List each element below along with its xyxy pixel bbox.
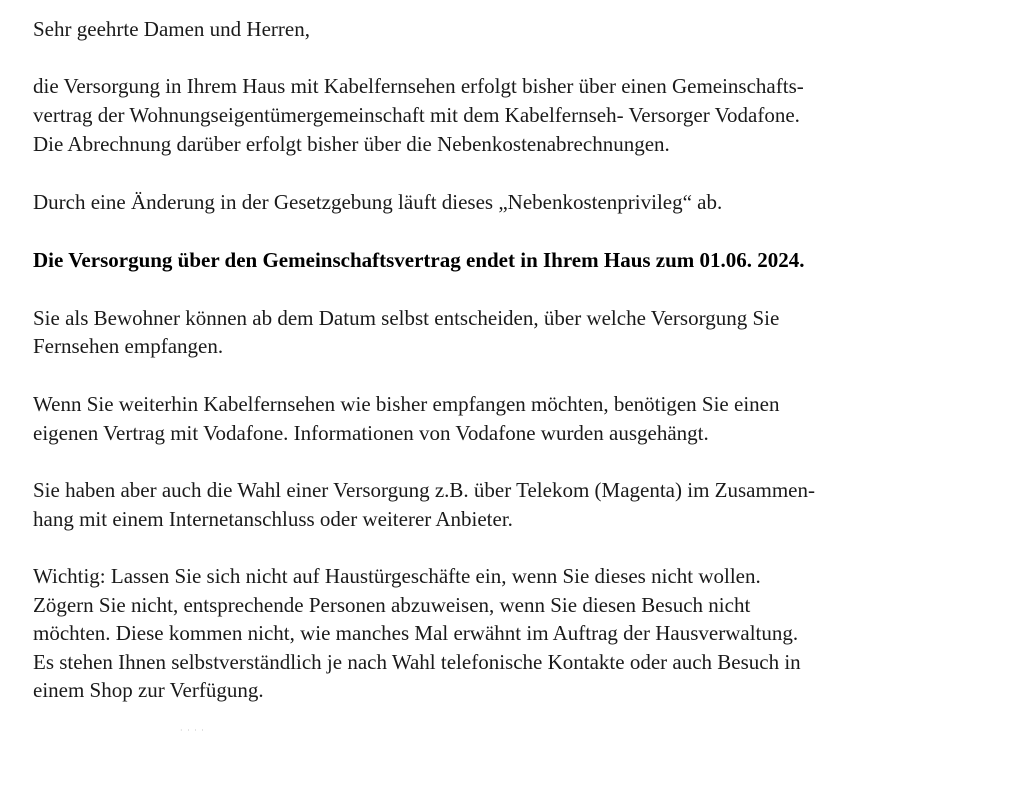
paragraph-line: die Versorgung in Ihrem Haus mit Kabelfernsehen erfolgt bisher über einen Gemeinschafts- bbox=[33, 74, 804, 98]
paragraph-line: Die Abrechnung darüber erfolgt bisher über die Nebenkostenabrechnungen. bbox=[33, 132, 670, 156]
paragraph-line: Wenn Sie weiterhin Kabelfernsehen wie bisher empfangen möchten, benötigen Sie einen bbox=[33, 392, 780, 416]
paragraph-line: hang mit einem Internetanschluss oder weiterer Anbieter. bbox=[33, 507, 513, 531]
paragraph-line: eigenen Vertrag mit Vodafone. Informationen von Vodafone wurden ausgehängt. bbox=[33, 421, 709, 445]
paragraph-line: möchten. Diese kommen nicht, wie manches Mal erwähnt im Auftrag der Hausverwaltung. bbox=[33, 621, 799, 645]
contract-end-notice: Die Versorgung über den Gemeinschaftsvertrag endet in Ihrem Haus zum 01.06. 2024. bbox=[33, 248, 805, 272]
paragraph-line: Sie haben aber auch die Wahl einer Versorgung z.B. über Telekom (Magenta) im Zusammen- bbox=[33, 478, 815, 502]
salutation: Sehr geehrte Damen und Herren, bbox=[33, 17, 310, 41]
paragraph-line: Durch eine Änderung in der Gesetzgebung läuft dieses „Nebenkostenprivileg“ ab. bbox=[33, 190, 723, 214]
paragraph-line: Sie als Bewohner können ab dem Datum selbst entscheiden, über welche Versorgung Sie bbox=[33, 306, 780, 330]
paragraph-line: Es stehen Ihnen selbstverständlich je nach Wahl telefonische Kontakte oder auch Besuch in bbox=[33, 650, 801, 674]
paragraph-line: Wichtig: Lassen Sie sich nicht auf Haustürgeschäfte ein, wenn Sie dieses nicht wollen. bbox=[33, 564, 761, 588]
scan-artifact: · · · · bbox=[180, 726, 205, 735]
paragraph-line: Zögern Sie nicht, entsprechende Personen abzuweisen, wenn Sie diesen Besuch nicht bbox=[33, 593, 751, 617]
paragraph-line: einem Shop zur Verfügung. bbox=[33, 678, 264, 702]
paragraph-line: Fernsehen empfangen. bbox=[33, 334, 224, 358]
paragraph-line: vertrag der Wohnungseigentümergemeinschaft mit dem Kabelfernseh- Versorger Vodafone. bbox=[33, 103, 800, 127]
